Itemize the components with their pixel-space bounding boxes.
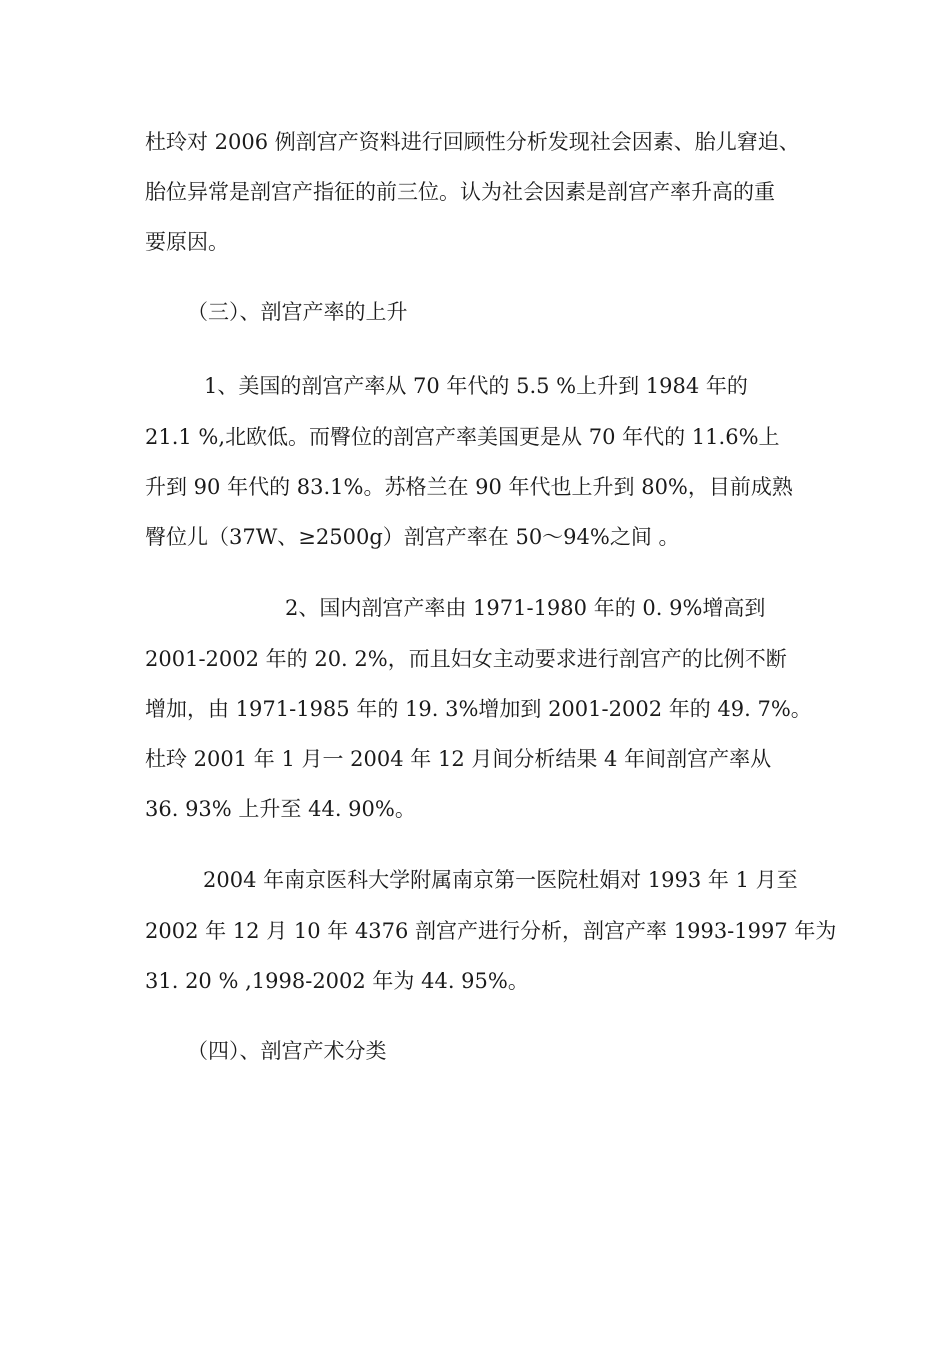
- paragraph-1-line-1: 杜玲对 2006 例剖宫产资料进行回顾性分析发现社会因素、胎儿窘迫、: [145, 130, 800, 154]
- paragraph-3-line-2: 2001-2002 年的 20. 2%，而且妇女主动要求进行剖宫产的比例不断: [145, 647, 787, 671]
- paragraph-3-line-5: 36. 93% 上升至 44. 90%。: [145, 797, 416, 821]
- paragraph-2-line-1: 1、美国的剖宫产率从 70 年代的 5.5 %上升到 1984 年的: [204, 374, 748, 398]
- paragraph-1-line-3: 要原因。: [145, 230, 229, 254]
- section-heading-4: （四）、剖宫产术分类: [187, 1039, 387, 1063]
- paragraph-2-line-3: 升到 90 年代的 83.1%。苏格兰在 90 年代也上升到 80%，目前成熟: [145, 475, 793, 499]
- paragraph-4-line-1: 2004 年南京医科大学附属南京第一医院杜娟对 1993 年 1 月至: [203, 868, 798, 892]
- paragraph-3-line-4: 杜玲 2001 年 1 月一 2004 年 12 月间分析结果 4 年间剖宫产率从: [145, 747, 772, 771]
- paragraph-4-line-2: 2002 年 12 月 10 年 4376 剖宫产进行分析，剖宫产率 1993-1997 年为: [145, 919, 837, 943]
- paragraph-3-line-1: 2、国内剖宫产率由 1971-1980 年的 0. 9%增高到: [285, 596, 766, 620]
- paragraph-1-line-2: 胎位异常是剖宫产指征的前三位。认为社会因素是剖宫产率升高的重: [145, 180, 775, 204]
- paragraph-4-line-3: 31. 20 % ,1998-2002 年为 44. 95%。: [145, 969, 529, 993]
- section-heading-3: （三）、剖宫产率的上升: [187, 300, 408, 324]
- paragraph-3-line-3: 增加，由 1971-1985 年的 19. 3%增加到 2001-2002 年的 49. 7%。: [145, 697, 812, 721]
- paragraph-2-line-4: 臀位儿（37W、≥2500g）剖宫产率在 50～94%之间 。: [145, 525, 680, 549]
- paragraph-2-line-2: 21.1 %,北欧低。而臀位的剖宫产率美国更是从 70 年代的 11.6%上: [145, 425, 780, 449]
